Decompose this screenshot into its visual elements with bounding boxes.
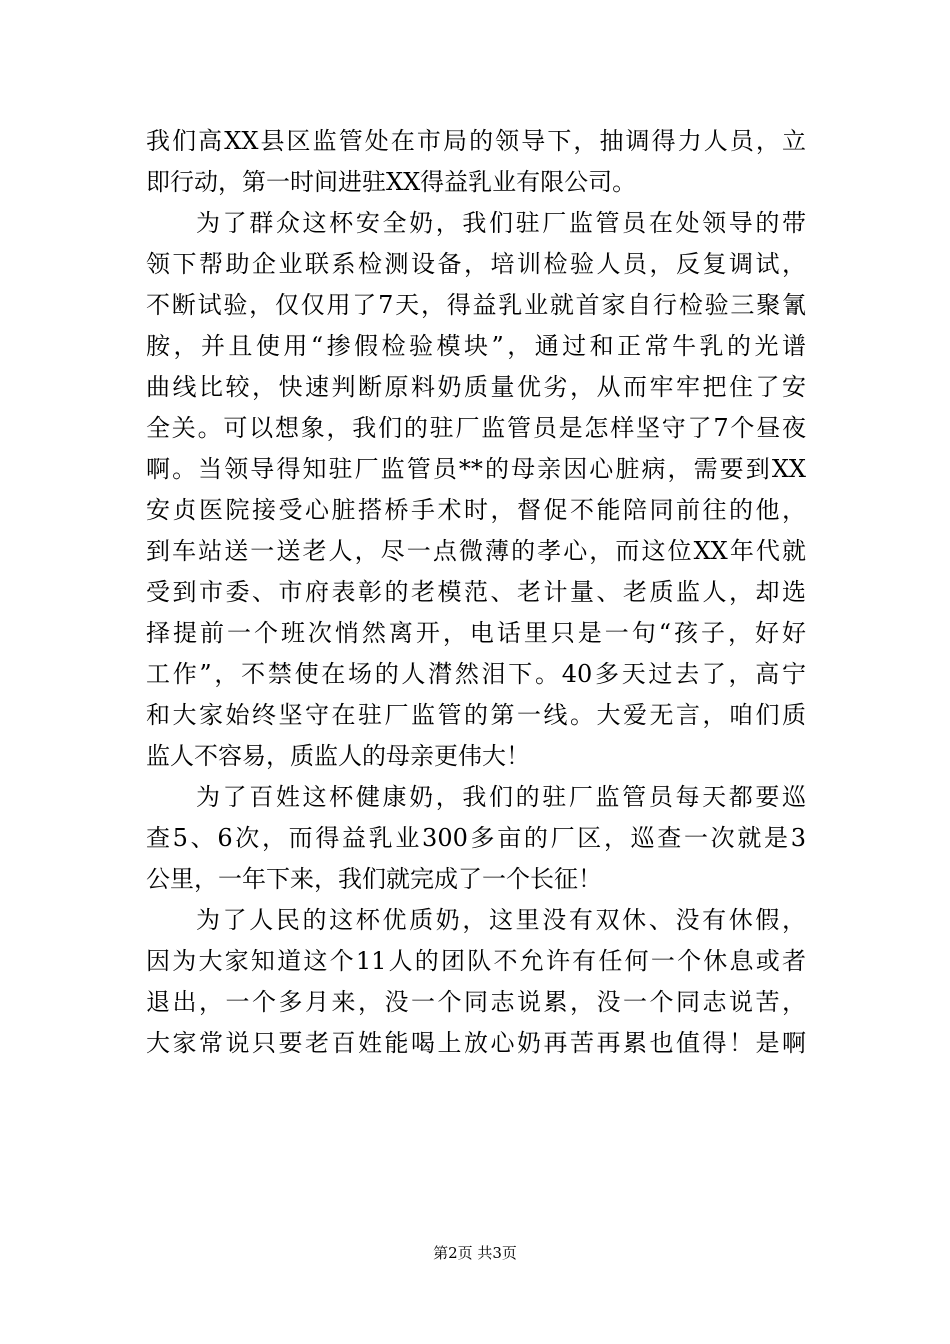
text-line: 啊。当领导得知驻厂监管员**的母亲因心脏病，需要到XX xyxy=(146,455,806,483)
text-line: 即行动，第一时间进驻XX得益乳业有限公司。 xyxy=(146,168,637,196)
text-line: 监人不容易，质监人的母亲更伟大！ xyxy=(146,742,530,770)
text-line: 公里，一年下来，我们就完成了一个长征！ xyxy=(146,865,602,893)
text-line: 受到市委、市府表彰的老模范、老计量、老质监人，却选 xyxy=(146,578,806,606)
body-text xyxy=(146,121,806,1064)
text-line: 我们高XX县区监管处在市局的领导下，抽调得力人员，立 xyxy=(146,127,806,155)
page-footer: 第2页 共3页 xyxy=(433,1244,517,1262)
text-line: 曲线比较，快速判断原料奶质量优劣，从而牢牢把住了安 xyxy=(146,373,806,401)
text-line: 因为大家知道这个11人的团队不允许有任何一个休息或者 xyxy=(146,947,806,975)
text-line: 全关。可以想象，我们的驻厂监管员是怎样坚守了7个昼夜 xyxy=(146,414,806,442)
text-line: 退出，一个多月来，没一个同志说累，没一个同志说苦， xyxy=(146,988,806,1016)
text-line: 查5、6次，而得益乳业300多亩的厂区，巡查一次就是3 xyxy=(146,824,806,852)
text-line: 大家常说只要老百姓能喝上放心奶再苦再累也值得！是啊 xyxy=(146,1029,806,1057)
text-line: 领下帮助企业联系检测设备，培训检验人员，反复调试， xyxy=(146,250,806,278)
text-line: 胺，并且使用“掺假检验模块”，通过和正常牛乳的光谱 xyxy=(146,332,806,360)
text-line: 择提前一个班次悄然离开，电话里只是一句“孩子，好好 xyxy=(146,619,806,647)
text-line: 和大家始终坚守在驻厂监管的第一线。大爱无言，咱们质 xyxy=(146,701,806,729)
text-line: 安贞医院接受心脏搭桥手术时，督促不能陪同前往的他， xyxy=(146,496,806,524)
text-line: 工作”，不禁使在场的人潸然泪下。40多天过去了，高宁 xyxy=(146,660,806,688)
text-line: 为了人民的这杯优质奶，这里没有双休、没有休假， xyxy=(196,906,806,934)
text-line: 不断试验，仅仅用了7天，得益乳业就首家自行检验三聚氰 xyxy=(146,291,806,319)
text-line: 为了群众这杯安全奶，我们驻厂监管员在处领导的带 xyxy=(196,209,806,237)
text-line: 到车站送一送老人，尽一点微薄的孝心，而这位XX年代就 xyxy=(146,537,806,565)
text-line: 为了百姓这杯健康奶，我们的驻厂监管员每天都要巡 xyxy=(196,783,806,811)
